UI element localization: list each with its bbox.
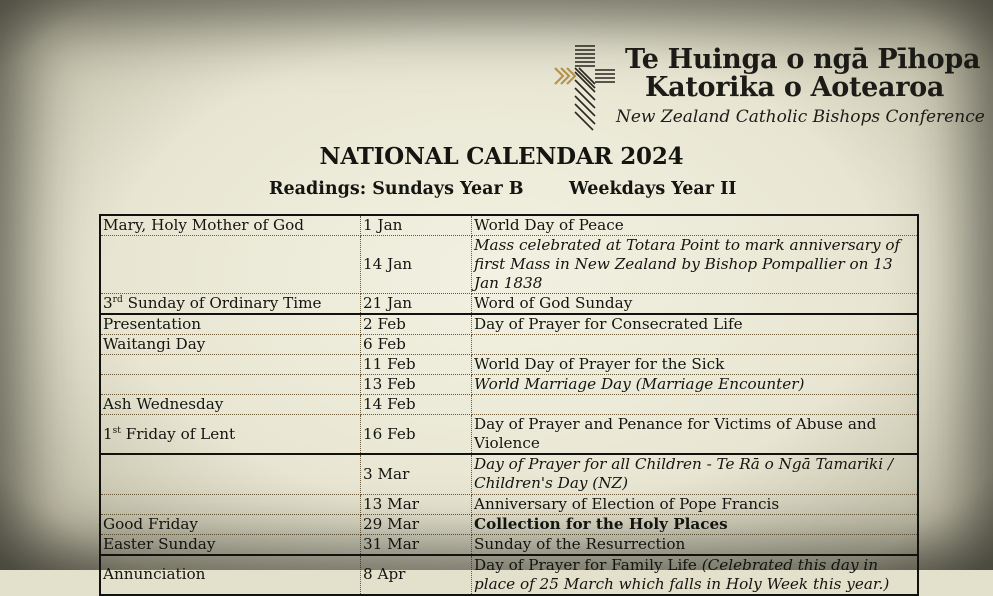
date-cell: 31 Mar xyxy=(361,534,472,555)
feast-cell: Mary, Holy Mother of God xyxy=(100,215,361,236)
date-cell: 13 Mar xyxy=(361,494,472,514)
observance-cell: Word of God Sunday xyxy=(472,294,919,315)
observance-cell: Sunday of the Resurrection xyxy=(472,534,919,555)
date-cell: 14 Jan xyxy=(361,236,472,294)
table-row xyxy=(100,314,918,335)
observance-cell xyxy=(472,395,919,415)
table-row xyxy=(100,415,918,455)
observance-cell xyxy=(472,335,919,355)
date-cell: 21 Jan xyxy=(361,294,472,315)
observance-text: Day of Prayer for Family Life xyxy=(474,555,697,574)
feast-cell: Good Friday xyxy=(100,514,361,534)
feast-cell: Easter Sunday xyxy=(100,534,361,555)
table-row xyxy=(100,335,918,355)
observance-cell: Day of Prayer and Penance for Victims of Abuse and Violence xyxy=(472,415,919,455)
feast-cell: Ash Wednesday xyxy=(100,395,361,415)
observance-cell: Mass celebrated at Totara Point to mark anniversary of first Mass in New Zealand by Bishop Pompallier on 13 Jan 1838 xyxy=(472,236,919,294)
ordinal-number: 1 xyxy=(103,424,113,443)
org-name-english: New Zealand Catholic Bishops Conference xyxy=(616,107,985,127)
table-row xyxy=(100,494,918,514)
observance-cell: Day of Prayer for Consecrated Life xyxy=(472,314,919,335)
table-row xyxy=(100,215,918,236)
org-name-maori-line1: Te Huinga o ngā Pīhopa xyxy=(625,44,981,75)
observance-cell: Anniversary of Election of Pope Francis xyxy=(472,494,919,514)
feast-text: Sunday of Ordinary Time xyxy=(122,294,322,312)
feast-cell xyxy=(100,454,361,494)
date-cell: 13 Feb xyxy=(361,375,472,395)
observance-note: (Celebrated this day in place of 25 March which falls in Holy Week this year.) xyxy=(474,555,890,593)
date-cell: 16 Feb xyxy=(361,415,472,455)
table-row xyxy=(100,555,918,595)
feast-cell xyxy=(100,294,361,315)
table-row xyxy=(100,236,918,294)
table-row xyxy=(100,514,918,534)
date-cell: 3 Mar xyxy=(361,454,472,494)
table-row xyxy=(100,294,918,315)
ordinal-number: 3 xyxy=(103,294,113,312)
feast-cell xyxy=(100,415,361,455)
observance-cell: World Day of Peace xyxy=(472,215,919,236)
table-row xyxy=(100,454,918,494)
document-title xyxy=(0,143,993,170)
observance-cell xyxy=(472,555,919,595)
ordinal-suffix: st xyxy=(112,425,121,436)
calendar-table xyxy=(99,214,919,596)
observance-cell: World Day of Prayer for the Sick xyxy=(472,355,919,375)
feast-cell xyxy=(100,375,361,395)
observance-cell: World Marriage Day (Marriage Encounter) xyxy=(472,375,919,395)
feast-cell xyxy=(100,494,361,514)
feast-cell: Annunciation xyxy=(100,555,361,595)
org-name-maori-line2: Katorika o Aotearoa xyxy=(645,72,945,103)
date-cell: 2 Feb xyxy=(361,314,472,335)
table-row xyxy=(100,375,918,395)
ordinal-suffix: rd xyxy=(112,294,123,305)
feast-cell xyxy=(100,236,361,294)
feast-cell: Presentation xyxy=(100,314,361,335)
document-title-text: NATIONAL CALENDAR 2024 xyxy=(319,143,684,170)
table-row xyxy=(100,355,918,375)
cross-icon xyxy=(553,42,617,132)
table-row xyxy=(100,534,918,555)
date-cell: 6 Feb xyxy=(361,335,472,355)
table-row xyxy=(100,395,918,415)
readings-sundays: Readings: Sundays Year B xyxy=(269,179,524,199)
observance-cell: Day of Prayer for all Children - Te Rā o Ngā Tamariki / Children's Day (NZ) xyxy=(472,454,919,494)
observance-cell: Collection for the Holy Places xyxy=(472,514,919,534)
feast-text: Friday of Lent xyxy=(120,424,236,443)
feast-cell xyxy=(100,355,361,375)
date-cell: 29 Mar xyxy=(361,514,472,534)
date-cell: 8 Apr xyxy=(361,555,472,595)
date-cell: 1 Jan xyxy=(361,215,472,236)
bishops-conference-logo xyxy=(553,42,985,134)
readings-weekdays: Weekdays Year II xyxy=(569,179,737,199)
date-cell: 11 Feb xyxy=(361,355,472,375)
feast-cell: Waitangi Day xyxy=(100,335,361,355)
date-cell: 14 Feb xyxy=(361,395,472,415)
